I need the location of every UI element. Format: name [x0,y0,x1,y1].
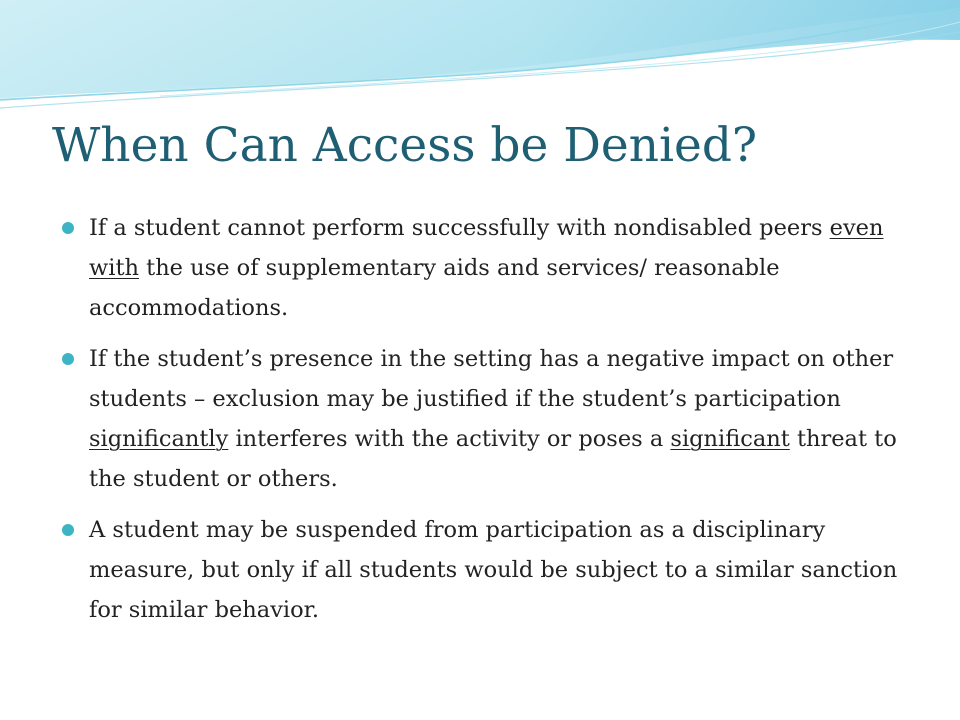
slide-title: When Can Access be Denied? [52,118,758,173]
bullet-dot-icon [62,353,74,365]
bullet-1-text-after: the use of supplementary aids and services/ reasonable accommodations. [89,255,780,321]
bullet-item-1 [52,208,912,328]
bullet-1-emphasis: even with [89,215,884,281]
bullet-2-text-after: threat to the student or others. [89,426,897,492]
bullet-2-text-middle: interferes with the activity or poses a [228,426,671,452]
bullet-2-text-before: If the student’s presence in the setting has a negative impact on other students – exclusion may be justified if the student’s participation [89,346,894,412]
wave-front [0,0,960,100]
bullet-2-emphasis-2: significant [670,426,790,452]
bullet-dot-icon [62,222,74,234]
bullet-3-text: A student may be suspended from participation as a disciplinary measure, but only if all students would be subject to a similar sanction for similar behavior. [89,517,898,623]
bullet-dot-icon [62,524,74,536]
bullet-list [52,208,912,641]
bullet-item-2 [52,339,912,499]
bullet-1-text-before: If a student cannot perform successfully with nondisabled peers [89,215,830,241]
bullet-item-3 [52,510,912,630]
bullet-2-emphasis: significantly [89,426,229,452]
